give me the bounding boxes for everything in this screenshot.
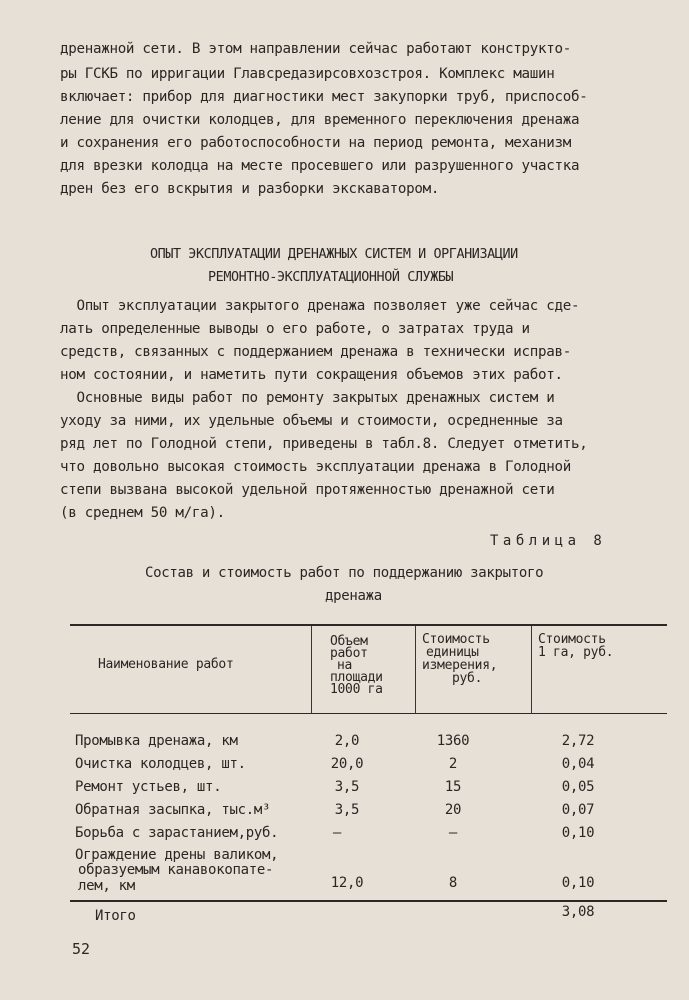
table-label: Таблица 8 bbox=[490, 533, 607, 549]
heading-line: РЕМОНТНО-ЭКСПЛУАТАЦИОННОЙ СЛУЖБЫ bbox=[208, 270, 454, 285]
header-ha-cost: Стоимость bbox=[538, 632, 606, 647]
row-ha-cost: 0,10 bbox=[561, 825, 595, 841]
text-line: дренажной сети. В этом направлении сейчас работают конструкто- bbox=[60, 41, 571, 57]
total-ha-cost: 3,08 bbox=[561, 904, 595, 920]
header-name: Наименование работ bbox=[98, 657, 234, 672]
text-line: уходу за ними, их удельные объемы и стоимости, осредненные за bbox=[60, 413, 563, 429]
column-divider bbox=[311, 626, 312, 714]
row-name: лем, км bbox=[78, 878, 135, 894]
row-name: Борьба с зарастанием,руб. bbox=[75, 825, 279, 841]
table-top-rule bbox=[70, 624, 667, 626]
row-unit-cost: 15 bbox=[444, 779, 462, 795]
row-volume: 20,0 bbox=[330, 756, 364, 772]
text-line: лать определенные выводы о его работе, о затратах труда и bbox=[60, 321, 530, 337]
header-volume: площади bbox=[330, 670, 383, 685]
row-volume: 3,5 bbox=[334, 779, 360, 795]
text-line: Основные виды работ по ремонту закрытых дренажных систем и bbox=[60, 390, 555, 406]
row-ha-cost: 0,04 bbox=[561, 756, 595, 772]
table-header-rule bbox=[70, 713, 667, 714]
column-divider bbox=[531, 626, 532, 714]
header-volume: работ bbox=[330, 646, 368, 661]
header-unit-cost: измерения, bbox=[422, 658, 498, 673]
row-volume: 3,5 bbox=[334, 802, 360, 818]
row-name: образуемым канавокопате- bbox=[78, 862, 274, 878]
header-unit-cost: единицы bbox=[426, 645, 479, 660]
table-caption: дренажа bbox=[325, 588, 382, 604]
row-unit-cost: 2 bbox=[448, 756, 458, 772]
heading-line: ОПЫТ ЭКСПЛУАТАЦИИ ДРЕНАЖНЫХ СИСТЕМ И ОРГАНИЗАЦИИ bbox=[150, 247, 518, 262]
page-number: 52 bbox=[72, 940, 91, 958]
row-volume: 2,0 bbox=[334, 733, 360, 749]
text-line: ры ГСКБ по ирригации Главсредазирсовхозстроя. Комплекс машин bbox=[60, 66, 555, 82]
header-volume: Объем bbox=[330, 634, 368, 649]
text-line: ление для очистки колодцев, для временного переключения дренажа bbox=[60, 112, 580, 128]
row-volume: 12,0 bbox=[330, 875, 364, 891]
text-line: средств, связанных с поддержанием дренажа в технически исправ- bbox=[60, 344, 571, 360]
text-line: что довольно высокая стоимость эксплуатации дренажа в Голодной bbox=[60, 459, 571, 475]
row-ha-cost: 0,05 bbox=[561, 779, 595, 795]
row-ha-cost: 0,10 bbox=[561, 875, 595, 891]
text-line: степи вызвана высокой удельной протяженностью дренажной сети bbox=[60, 482, 555, 498]
row-unit-cost: 8 bbox=[448, 875, 458, 891]
row-volume: – bbox=[332, 825, 342, 841]
row-unit-cost: 20 bbox=[444, 802, 462, 818]
header-unit-cost: Стоимость bbox=[422, 632, 490, 647]
text-line: (в среднем 50 м/га). bbox=[60, 505, 225, 521]
row-ha-cost: 2,72 bbox=[561, 733, 595, 749]
row-unit-cost: – bbox=[448, 825, 458, 841]
row-ha-cost: 0,07 bbox=[561, 802, 595, 818]
row-name: Ограждение дрены валиком, bbox=[75, 847, 279, 863]
total-label: Итого bbox=[95, 908, 136, 924]
text-line: включает: прибор для диагностики мест закупорки труб, приспособ- bbox=[60, 89, 588, 105]
header-unit-cost: руб. bbox=[452, 671, 483, 686]
row-name: Очистка колодцев, шт. bbox=[75, 756, 246, 772]
text-line: ряд лет по Голодной степи, приведены в табл.8. Следует отметить, bbox=[60, 436, 588, 452]
header-ha-cost: 1 га, руб. bbox=[538, 645, 614, 660]
table-total-rule bbox=[70, 900, 667, 902]
row-name: Ремонт устьев, шт. bbox=[75, 779, 222, 795]
header-volume: 1000 га bbox=[330, 682, 383, 697]
row-name: Промывка дренажа, км bbox=[75, 733, 238, 749]
column-divider bbox=[415, 626, 416, 714]
text-line: ном состоянии, и наметить пути сокращения объемов этих работ. bbox=[60, 367, 563, 383]
row-unit-cost: 1360 bbox=[436, 733, 470, 749]
header-volume: на bbox=[337, 658, 353, 673]
row-name: Обратная засыпка, тыс.м³ bbox=[75, 802, 271, 818]
text-line: дрен без его вскрытия и разборки экскаватором. bbox=[60, 181, 440, 197]
text-line: Опыт эксплуатации закрытого дренажа позволяет уже сейчас сде- bbox=[60, 298, 580, 314]
text-line: и сохранения его работоспособности на период ремонта, механизм bbox=[60, 135, 571, 151]
table-caption: Состав и стоимость работ по поддержанию закрытого bbox=[145, 565, 544, 581]
text-line: для врезки колодца на месте просевшего или разрушенного участка bbox=[60, 158, 580, 174]
